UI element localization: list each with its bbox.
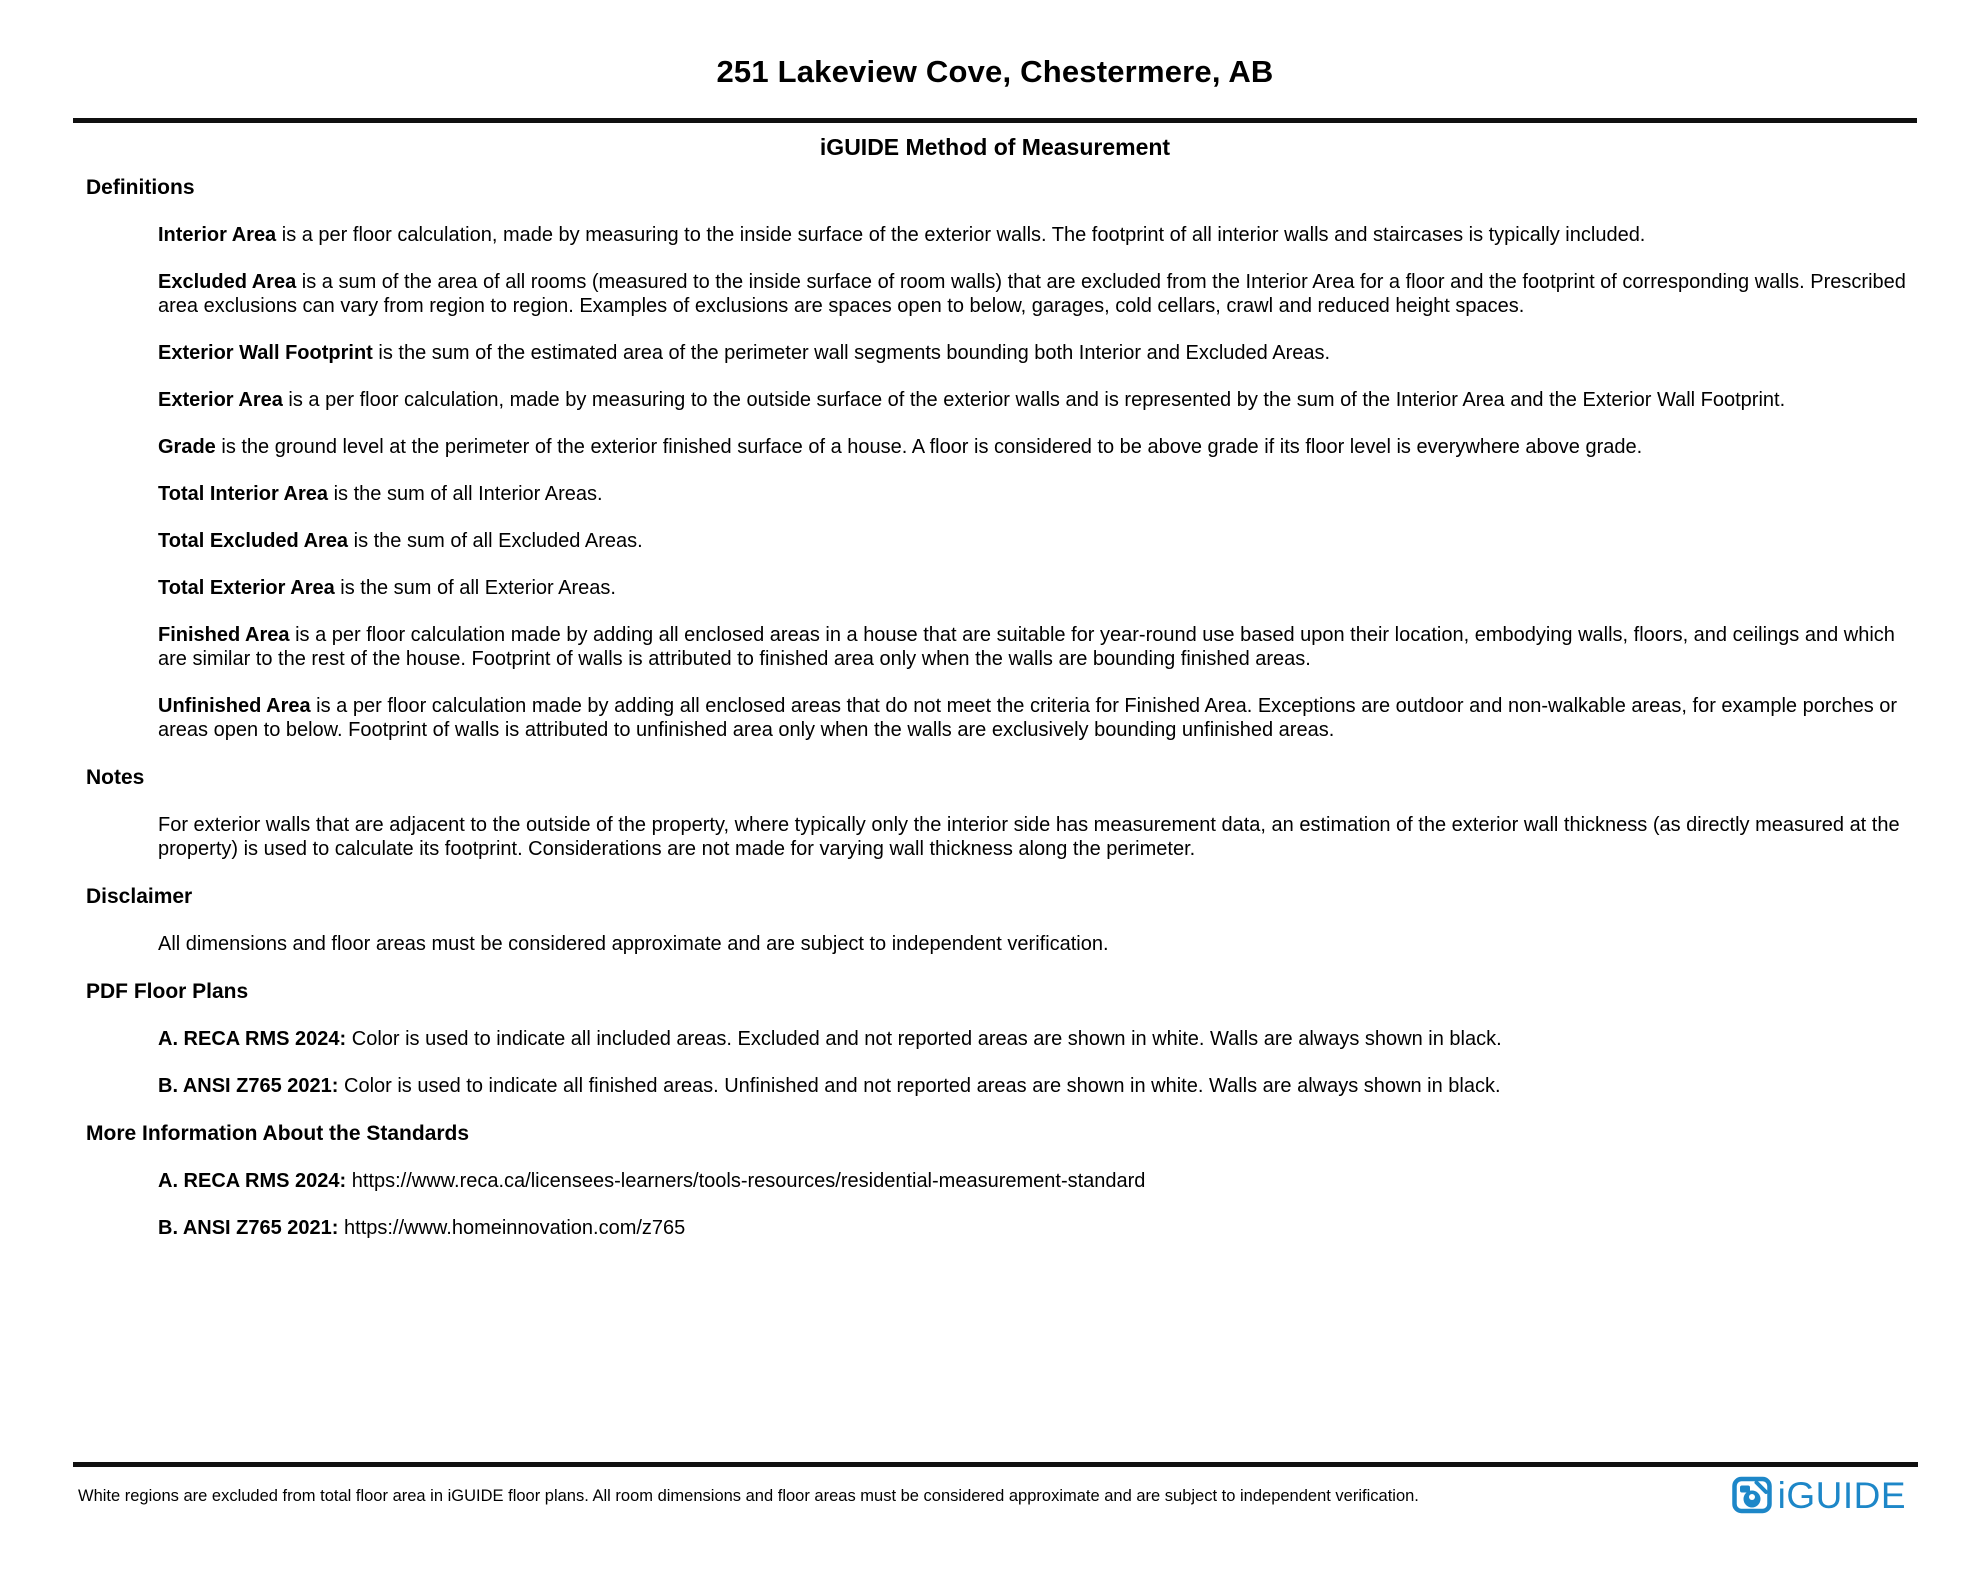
definition-total-interior-area (158, 482, 1917, 506)
standard-text: Color is used to indicate all included areas. Excluded and not reported areas are shown in white. Walls are always shown in black. (346, 1028, 1502, 1050)
standard-url: https://www.reca.ca/licensees-learners/tools-resources/residential-measurement-standard (346, 1170, 1146, 1192)
definition-text: is a per floor calculation, made by measuring to the outside surface of the exterior walls and is represented by the sum of the Interior Area and the Exterior Wall Footprint. (282, 389, 1786, 411)
notes-body (158, 813, 1917, 861)
definition-exterior-wall-footprint (158, 341, 1917, 365)
disclaimer-paragraph: All dimensions and floor areas must be considered approximate and are subject to independent verification. (158, 933, 1109, 955)
definition-unfinished-area (158, 694, 1917, 742)
disclaimer-body (158, 932, 1917, 956)
definition-term: Exterior Area (158, 389, 283, 411)
definition-term: Interior Area (158, 224, 277, 246)
definition-term: Unfinished Area (158, 695, 311, 717)
page-title: 251 Lakeview Cove, Chestermere, AB (716, 54, 1274, 89)
pdf-floor-plans-list (158, 1027, 1917, 1098)
document-page (0, 54, 1988, 1240)
disclaimer-heading: Disclaimer (86, 885, 193, 908)
pdf-standard-ansi (158, 1074, 1917, 1098)
definition-text: is the sum of all Excluded Areas. (348, 530, 643, 552)
definition-text: is the sum of all Exterior Areas. (334, 577, 616, 599)
definition-text: is a per floor calculation made by adding all enclosed areas that do not meet the criteria for Finished Area. Exceptions are outdoor and non-walkable areas, for example porches or areas open to below. Footprint of walls is attributed to unfinished area only when the walls are exclusively bounding unfinished areas. (158, 695, 1898, 741)
header-divider (73, 118, 1917, 123)
pdf-floor-plans-heading: PDF Floor Plans (86, 980, 249, 1003)
definition-total-exterior-area (158, 576, 1917, 600)
standard-label: B. ANSI Z765 2021: (158, 1217, 339, 1239)
notes-heading: Notes (86, 766, 145, 789)
definition-text: is a per floor calculation, made by measuring to the inside surface of the exterior walls. The footprint of all interior walls and staircases is typically included. (276, 224, 1646, 246)
standard-label: B. ANSI Z765 2021: (158, 1075, 339, 1097)
method-subtitle: iGUIDE Method of Measurement (819, 134, 1171, 160)
standard-url: https://www.homeinnovation.com/z765 (338, 1217, 686, 1239)
definition-excluded-area (158, 270, 1917, 318)
definition-term: Exterior Wall Footprint (158, 342, 373, 364)
iguide-logo (1732, 1476, 1906, 1514)
notes-paragraph: For exterior walls that are adjacent to the outside of the property, where typically only the interior side has measurement data, an estimation of the exterior wall thickness (as directly measured at the property) is used to calculate its footprint. Considerations are not made for varying wall thickness along the perimeter. (158, 814, 1900, 860)
definition-finished-area (158, 623, 1917, 671)
footer-disclaimer-text: White regions are excluded from total floor area in iGUIDE floor plans. All room dimensions and floor areas must be considered approximate and are subject to independent verification. (78, 1487, 1419, 1505)
iguide-camera-icon (1732, 1476, 1773, 1514)
more-info-ansi-link (158, 1216, 1917, 1240)
definition-grade (158, 435, 1917, 459)
definitions-list (158, 223, 1917, 742)
definition-term: Finished Area (158, 624, 290, 646)
footer (78, 1476, 1906, 1514)
standard-text: Color is used to indicate all finished areas. Unfinished and not reported areas are shown in white. Walls are always shown in black. (338, 1075, 1501, 1097)
definition-exterior-area (158, 388, 1917, 412)
definition-term: Total Excluded Area (158, 530, 349, 552)
definition-total-excluded-area (158, 529, 1917, 553)
definition-interior-area (158, 223, 1917, 247)
standard-label: A. RECA RMS 2024: (158, 1028, 347, 1050)
definition-term: Total Interior Area (158, 483, 329, 505)
more-information-heading: More Information About the Standards (86, 1122, 470, 1145)
definition-term: Total Exterior Area (158, 577, 335, 599)
pdf-standard-reca (158, 1027, 1917, 1051)
definition-text: is the ground level at the perimeter of the exterior finished surface of a house. A floor is considered to be above grade if its floor level is everywhere above grade. (215, 436, 1643, 458)
standard-label: A. RECA RMS 2024: (158, 1170, 347, 1192)
definition-text: is the sum of the estimated area of the perimeter wall segments bounding both Interior and Excluded Areas. (372, 342, 1331, 364)
more-info-reca-link (158, 1169, 1917, 1193)
definition-term: Excluded Area (158, 271, 297, 293)
definition-term: Grade (158, 436, 216, 458)
definitions-heading: Definitions (86, 176, 195, 199)
definition-text: is the sum of all Interior Areas. (328, 483, 603, 505)
definition-text: is a per floor calculation made by adding all enclosed areas in a house that are suitable for year-round use based upon their location, embodying walls, floors, and ceilings and which are similar to the rest of the house. Footprint of walls is attributed to finished area only when the walls are bounding finished areas. (158, 624, 1895, 670)
more-information-list (158, 1169, 1917, 1240)
definition-text: is a sum of the area of all rooms (measured to the inside surface of room walls) that are excluded from the Interior Area for a floor and the footprint of corresponding walls. Prescribed area exclusions can vary from region to region. Examples of exclusions are spaces open to below, garages, cold cellars, crawl and reduced height spaces. (158, 271, 1906, 317)
iguide-logo-text: iGUIDE (1777, 1474, 1906, 1516)
footer-divider (73, 1462, 1918, 1467)
